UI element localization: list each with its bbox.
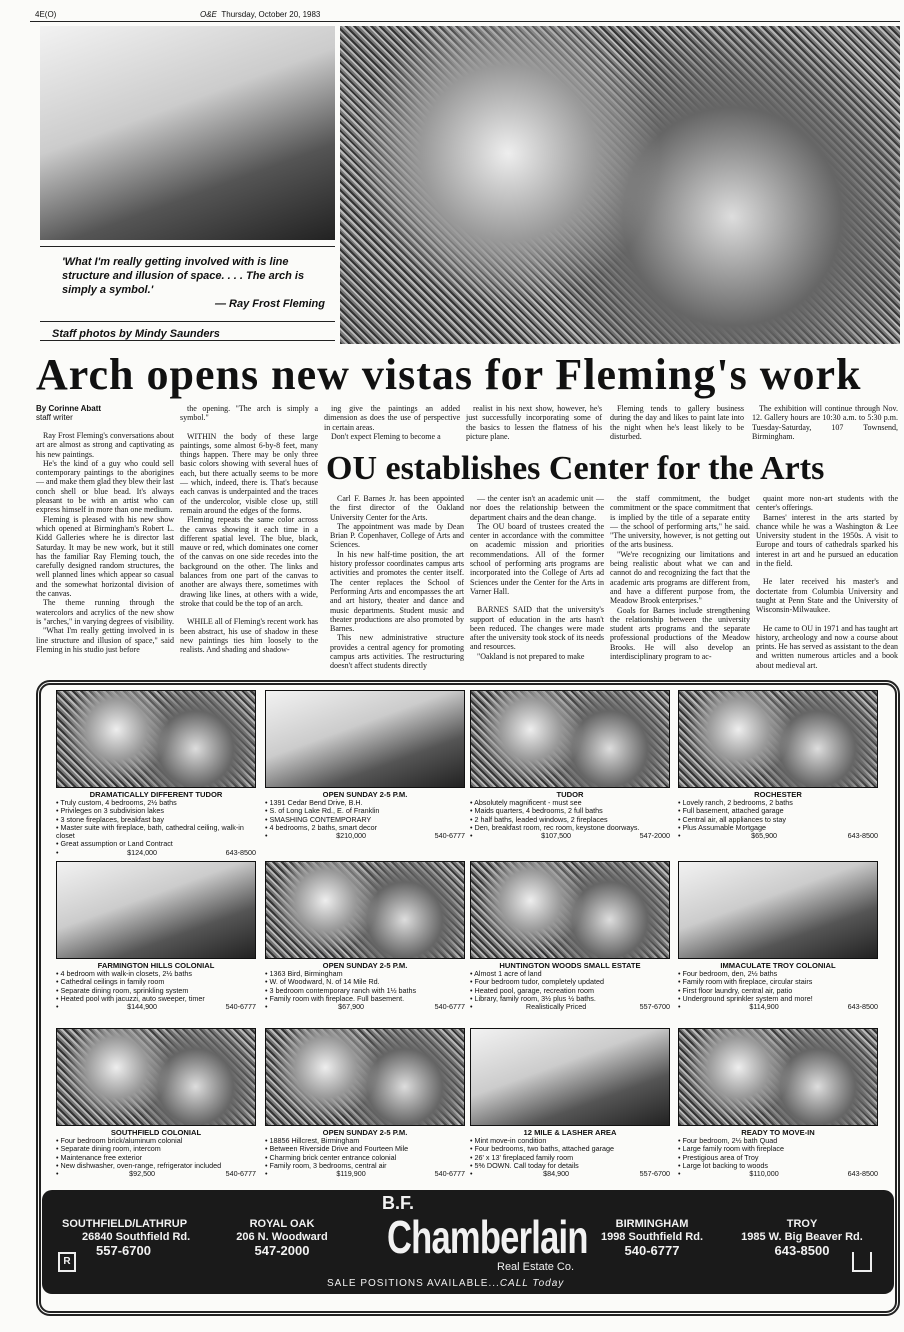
listing-title: SOUTHFIELD COLONIAL [110, 1128, 202, 1137]
article-column [324, 404, 460, 441]
logo-subtitle: Real Estate Co. [497, 1261, 575, 1273]
listing-card[interactable] [56, 1028, 256, 1178]
photo-credit: Staff photos by Mindy Saunders [40, 328, 335, 341]
page-header [30, 10, 900, 22]
page-number: 4E(O) [35, 10, 57, 19]
office-phone: 557-6700 [96, 1243, 151, 1258]
article-paragraph: realist in his next show, however, he's just successfully incorporating some of the basics to lessen the flatness of his picture plane. [466, 404, 602, 441]
quote-text: 'What I'm really getting involved with is line structure and illusion of space. . . . The arch is simply a symbol.' [62, 256, 305, 296]
byline-role: staff writer [36, 413, 73, 422]
issue-date: Thursday, October 20, 1983 [221, 10, 321, 19]
article-paragraph: He's the kind of a guy who could sell contemporary paintings to the aborigines — and make them glad they blew their last conch shell or blue bead. It's always pleasant to be with an artist who can express himself in more than one medium. [36, 458, 174, 515]
house-photo [56, 861, 256, 959]
listing-feature [678, 1170, 878, 1178]
listing-feature: • Four bedrooms, two baths, attached garage [470, 1145, 670, 1153]
listing-phone: 643-8500 [847, 1169, 878, 1179]
house-photo [470, 861, 670, 959]
listing-features [470, 1137, 670, 1178]
listing-features [265, 1137, 465, 1178]
listing-card[interactable] [470, 1028, 670, 1178]
listing-title: 12 MILE & LASHER AREA [523, 1128, 617, 1137]
listing-feature: • 5% DOWN. Call today for details [470, 1162, 670, 1170]
listing-price: • $67,900 [338, 1002, 365, 1012]
listing-feature: • Heated pool, garage, recreation room [470, 987, 670, 995]
listing-feature: • 1363 Bird, Birmingham [265, 970, 465, 978]
listing-feature: • Underground sprinkler system and more! [678, 995, 878, 1003]
house-photo [678, 1028, 878, 1126]
listing-feature: • 3 bedroom contemporary ranch with 1½ baths [265, 987, 465, 995]
listing-title: DRAMATICALLY DIFFERENT TUDOR [89, 790, 223, 799]
byline-author: By Corinne Abatt [36, 404, 102, 413]
listing-feature: • Prestigious area of Troy [678, 1154, 878, 1162]
listing-feature [470, 832, 670, 840]
listing-feature: • Cathedral ceilings in family room [56, 978, 256, 986]
listing-feature [56, 1003, 256, 1011]
equal-housing-icon [852, 1252, 872, 1272]
listing-feature [56, 1170, 256, 1178]
listing-feature: • First floor laundry, central air, patio [678, 987, 878, 995]
office-address: 206 N. Woodward [236, 1231, 328, 1243]
listing-feature: • W. of Woodward, N. of 14 Mile Rd. [265, 978, 465, 986]
listing-price: • $107,500 [541, 831, 572, 841]
office-name: SOUTHFIELD/LATHRUP [62, 1218, 188, 1230]
article-paragraph: Barnes' interest in the arts started by chance while he was a Washington & Lee University student in the 1950s. A visit to Europe and tours of cathedrals sparked his interest in art and he pursued an education in the field. [756, 512, 898, 569]
article-column [180, 404, 318, 654]
listing-price: • $119,900 [336, 1169, 366, 1179]
house-photo [56, 1028, 256, 1126]
listing-title: FARMINGTON HILLS COLONIAL [97, 961, 215, 970]
article-column [610, 404, 744, 441]
realtor-icon: R [58, 1252, 76, 1272]
listing-card[interactable] [56, 861, 256, 1011]
listing-title: IMMACULATE TROY COLONIAL [720, 961, 836, 970]
article-paragraph: ing give the paintings an added dimension as does the use of perspective in certain areas. [324, 404, 460, 432]
listing-feature: • S. of Long Lake Rd., E. of Franklin [265, 807, 465, 815]
listing-feature: • Mint move-in condition [470, 1137, 670, 1145]
article-paragraph: This new administrative structure provides a central agency for promoting campus arts activities. The restructuring doesn't affect students directly [330, 633, 464, 671]
article-paragraph: The theme running through the watercolors and acrylics of the new show is "arches," in varying degrees of visibility. [36, 598, 174, 626]
listing-feature [470, 1003, 670, 1011]
article-paragraph: WHILE all of Fleming's recent work has been abstract, his use of shadow in these new paintings ties him loosely to the realists. And shading and shadow- [180, 617, 318, 655]
house-photo [678, 690, 878, 788]
pull-quote [40, 246, 335, 322]
listing-features [56, 1137, 256, 1178]
house-photo [265, 1028, 465, 1126]
listing-feature: • 4 bedroom with walk-in closets, 2½ baths [56, 970, 256, 978]
listing-phone: 643-8500 [225, 847, 256, 857]
listing-feature: • 4 bedrooms, 2 baths, smart decor [265, 824, 465, 832]
office-address: 1998 Southfield Rd. [600, 1231, 704, 1243]
tagline [327, 1278, 564, 1290]
article-paragraph: The OU board of trustees created the center in accordance with the committee on academic mission and priorities recommendations. All of the former school of performing arts programs are incorporated into the College of Arts ad Sciences under the Center for the Arts in Varner Hall. [470, 521, 604, 596]
listing-card[interactable] [470, 690, 670, 840]
listing-price: • $110,000 [749, 1169, 779, 1179]
article-paragraph: quaint more non-art students with the center's offerings. [756, 494, 898, 513]
listing-feature: • Maids quarters, 4 bedrooms, 2 full baths [470, 807, 670, 815]
article-column [330, 494, 464, 671]
listing-features [56, 970, 256, 1011]
article-headline: Arch opens new vistas for Fleming's work [36, 350, 862, 399]
listing-feature: • Four bedroom, 2½ bath Quad [678, 1137, 878, 1145]
listing-card[interactable] [265, 861, 465, 1011]
quote-attribution: — Ray Frost Fleming [214, 298, 325, 310]
listing-feature: • 18856 Hillcrest, Birmingham [265, 1137, 465, 1145]
listing-title: HUNTINGTON WOODS SMALL ESTATE [499, 961, 641, 970]
listing-price: • $210,000 [336, 831, 367, 841]
house-photo [470, 690, 670, 788]
listing-phone: 540-6777 [434, 831, 465, 841]
listing-feature: • Separate dining room, sprinkling system [56, 987, 256, 995]
house-photo [265, 861, 465, 959]
listing-features [56, 799, 256, 857]
listing-feature [470, 1170, 670, 1178]
listing-feature: • 1391 Cedar Bend Drive, B.H. [265, 799, 465, 807]
article-paragraph: The appointment was made by Dean Brian P. Copenhaver, College of Arts and Sciences. [330, 521, 464, 550]
article-column [470, 494, 604, 661]
office-birmingham [582, 1218, 722, 1257]
listing-feature: • 26' x 13' fireplaced family room [470, 1154, 670, 1162]
article-paragraph: "Oakland is not prepared to make [477, 651, 585, 661]
listing-feature: • Family room, 3 bedrooms, central air [265, 1162, 465, 1170]
listing-feature: • Library, family room, 3½ plus ½ baths. [470, 995, 670, 1003]
listing-feature: • Truly custom, 4 bedrooms, 2½ baths [56, 799, 256, 807]
listing-feature: • Almost 1 acre of land [470, 970, 670, 978]
byline [36, 404, 174, 422]
listing-features [678, 799, 878, 840]
listing-feature: • Lovely ranch, 2 bedrooms, 2 baths [678, 799, 878, 807]
listing-card[interactable] [678, 861, 878, 1011]
listing-phone: 540-6777 [225, 1002, 256, 1012]
chamberlain-logo: Chamberlain [387, 1211, 588, 1263]
listing-feature: • New dishwasher, oven-range, refrigerator included [56, 1162, 256, 1170]
listing-phone: 643-8500 [847, 831, 878, 841]
office-southfield [62, 1218, 202, 1257]
article-column [756, 494, 898, 670]
listing-features [265, 799, 465, 840]
listing-feature: • Family room with fireplace. Full basement. [265, 995, 465, 1003]
listing-title: READY TO MOVE-IN [741, 1128, 815, 1137]
office-name: BIRMINGHAM [615, 1218, 689, 1230]
listing-feature: • Maintenance free exterior [56, 1154, 256, 1162]
listing-feature [56, 849, 256, 857]
house-photo [470, 1028, 670, 1126]
logo-initials: B.F. [382, 1193, 415, 1213]
dateline [200, 10, 320, 19]
listing-feature: • Plus Assumable Mortgage [678, 824, 878, 832]
listing-feature [678, 832, 878, 840]
listing-feature [265, 1003, 465, 1011]
office-address: 26840 Southfield Rd. [82, 1231, 191, 1243]
listing-features [678, 1137, 878, 1178]
office-name: TROY [786, 1218, 818, 1230]
listing-feature: • Great assumption or Land Contract [56, 840, 256, 848]
listing-feature: • Central air, all appliances to stay [678, 816, 878, 824]
office-address: 1985 W. Big Beaver Rd. [741, 1231, 863, 1243]
listing-phone: 540-6777 [225, 1169, 256, 1179]
listing-feature: • Separate dining room, intercom [56, 1145, 256, 1153]
listing-price: • Realistically Priced [525, 1002, 587, 1012]
house-photo [265, 690, 465, 788]
listing-feature: • SMASHING CONTEMPORARY [265, 816, 465, 824]
listing-title: TUDOR [556, 790, 584, 799]
house-photo [678, 861, 878, 959]
listing-price: • $65,900 [751, 831, 778, 841]
article-column [610, 494, 750, 661]
listing-features [470, 970, 670, 1011]
listing-phone: 547-2000 [639, 831, 670, 841]
listing-card[interactable] [265, 1028, 465, 1178]
article-paragraph: He came to OU in 1971 and has taught art history, archeology and now a course about prints. He has served as assistant to the dean and written numerous articles and a book about medieval art. [756, 623, 898, 670]
tagline-text: SALE POSITIONS AVAILABLE... [327, 1278, 500, 1289]
ad-footer [42, 1190, 894, 1294]
office-phone: 643-8500 [774, 1243, 830, 1258]
listing-phone: 643-8500 [847, 1002, 878, 1012]
listing-title: OPEN SUNDAY 2-5 P.M. [322, 1128, 408, 1137]
listing-feature: • Full basement, attached garage [678, 807, 878, 815]
listing-feature: • Four bedroom brick/aluminum colonial [56, 1137, 256, 1145]
listing-feature: • Large family room with fireplace [678, 1145, 878, 1153]
listing-phone: 540-6777 [434, 1169, 465, 1179]
office-royal-oak [222, 1218, 342, 1257]
house-photo [56, 690, 256, 788]
listing-price: • $114,900 [749, 1002, 779, 1012]
article-paragraph: He later received his master's and doctertate from Columbia University and taught at Penn State and the University of Wisconsin-Milwaukee. [756, 577, 898, 615]
listing-feature [265, 1170, 465, 1178]
listing-card[interactable] [265, 690, 465, 840]
listing-feature: • Large lot backing to woods [678, 1162, 878, 1170]
listing-price: • $92,500 [129, 1169, 156, 1179]
listing-card[interactable] [470, 861, 670, 1011]
listing-title: OPEN SUNDAY 2-5 P.M. [322, 790, 408, 799]
listing-price: • $84,900 [543, 1169, 570, 1179]
listing-feature: • Absolutely magnificent - must see [470, 799, 670, 807]
listing-feature: • Master suite with fireplace, bath, cathedral ceiling, walk-in closet [56, 824, 256, 841]
article-paragraph: the staff commitment, the budget commitment or the space commitment that is implied by the title of a separate entity — the school of performing arts," he said. "The university, however, is not getting out of the arts business. [610, 494, 750, 550]
article-paragraph: Ray Frost Fleming's conversations about art are almost as strong and captivating as his new paintings. [36, 431, 174, 459]
listing-price: • $124,000 [127, 847, 158, 857]
listing-price: • $144,900 [127, 1002, 158, 1012]
listing-card[interactable] [678, 1028, 878, 1178]
listing-feature: • Four bedroom tudor, completely updated [470, 978, 670, 986]
listing-features [265, 970, 465, 1011]
artist-studio-photo [340, 26, 900, 344]
article-paragraph: BARNES SAID that the university's support of education in the arts hasn't been reduced. The changes were made after the university took stock of its needs and resources. [470, 605, 604, 652]
article-paragraph: Goals for Barnes include strengthening the relationship between the university student arts programs and the separate professional productions of the Meadow Brooks. He will also develop an interdisciplinary program to ac- [610, 605, 750, 662]
listing-feature [265, 832, 465, 840]
listing-feature: • Charming brick center entrance colonial [265, 1154, 465, 1162]
article-paragraph: Fleming tends to gallery business during the day and likes to paint late into the night when he's least likely to be disturbed. [610, 404, 744, 441]
artwork-photo [40, 26, 335, 240]
listing-card[interactable] [678, 690, 878, 840]
article-column [466, 404, 602, 441]
listing-features [470, 799, 670, 840]
article-paragraph: In his new half-time position, the art history professor coordinates campus arts activities and promotes the center itself. The center replaces the School of Performing Arts and encompasses the art and art history, theater and dance and music departments. Student music and theater productions are also promoted by Barnes. [330, 549, 464, 634]
listing-card[interactable] [56, 690, 256, 857]
article-paragraph: WITHIN the body of these large paintings, some almost 6-by-8 feet, many things happen. There may be only three basic colors showing with several hues of each, but there actually seems to be more — which, indeed, there is. That's because each canvas is underpainted and the traces of the undercolor, visible close up, still remain around the edges of the forms. [180, 431, 318, 515]
listing-feature [678, 1003, 878, 1011]
listing-feature: • Family room with fireplace, circular stairs [678, 978, 878, 986]
listing-feature: • Four bedroom, den, 2½ baths [678, 970, 878, 978]
article-paragraph: "What I'm really getting involved in is line structure and illusion of space," said Fleming in his studio just before [36, 626, 174, 654]
listing-features [678, 970, 878, 1011]
article-column [752, 404, 898, 441]
listing-phone: 557-6700 [639, 1002, 670, 1012]
article-paragraph: Carl F. Barnes Jr. has been appointed the first director of the Oakland University Center for the Arts. [330, 494, 464, 522]
listing-phone: 540-6777 [434, 1002, 465, 1012]
listing-feature: • Privileges on 3 subdivision lakes [56, 807, 256, 815]
office-name: ROYAL OAK [249, 1218, 315, 1230]
article-column [36, 404, 174, 654]
listing-phone: 557-6700 [639, 1169, 670, 1179]
listing-feature: • 2 half baths, leaded windows, 2 fireplaces [470, 816, 670, 824]
office-phone: 540-6777 [624, 1243, 680, 1258]
listing-title: ROCHESTER [754, 790, 802, 799]
office-phone: 547-2000 [254, 1243, 310, 1258]
listing-feature: • 3 stone fireplaces, breakfast bay [56, 816, 256, 824]
listing-title: OPEN SUNDAY 2-5 P.M. [322, 961, 408, 970]
article-paragraph: "We're recognizing our limitations and being realistic about what we can and cannot do and recognizing the fact that the academic arts programs are different from, and have a different purpose from, the Meadow Brook enterprises." [610, 549, 750, 606]
article-paragraph: — the center isn't an academic unit — nor does the relationship between the department chairs and the dean change. [470, 494, 604, 522]
paper-name: O&E [200, 10, 217, 19]
tagline-call: CALL Today [499, 1278, 565, 1289]
listing-feature: • Between Riverside Drive and Fourteen Mile [265, 1145, 465, 1153]
article-paragraph: The exhibition will continue through Nov. 12. Gallery hours are 10:30 a.m. to 5:30 p.m. Tuesday-Saturday, 107 Townsend, Birmingham. [752, 404, 898, 441]
listing-feature: • Den, breakfast room, rec room, keystone doorways. [470, 824, 670, 832]
article-paragraph: Fleming repeats the same color across the canvas showing it each time in a different spatial level. The blue, black, mauve or red, which dominates one corner of the canvas on one side recedes into the background on the other. The links and balances from one part of the canvas to another are always there, sometimes with drawing like lines, at others with a wide, stroke that could be the top of an arch. [180, 515, 318, 608]
article-paragraph: the opening. "The arch is simply a symbol." [180, 404, 318, 423]
article-headline: OU establishes Center for the Arts [326, 450, 825, 487]
listing-feature: • Heated pool with jacuzzi, auto sweeper, timer [56, 995, 256, 1003]
article-paragraph: Don't expect Fleming to become a [331, 431, 441, 441]
article-paragraph: Fleming is pleased with his new show which opened at Birmingham's Robert L. Kidd Galleries where he is director last Saturday. It may be new work, but it still has the familiar Ray Fleming touch, the carefully designed random structures, the well planned lines which appear so casual and the somewhat horizontal division of the canvas. [36, 514, 174, 599]
